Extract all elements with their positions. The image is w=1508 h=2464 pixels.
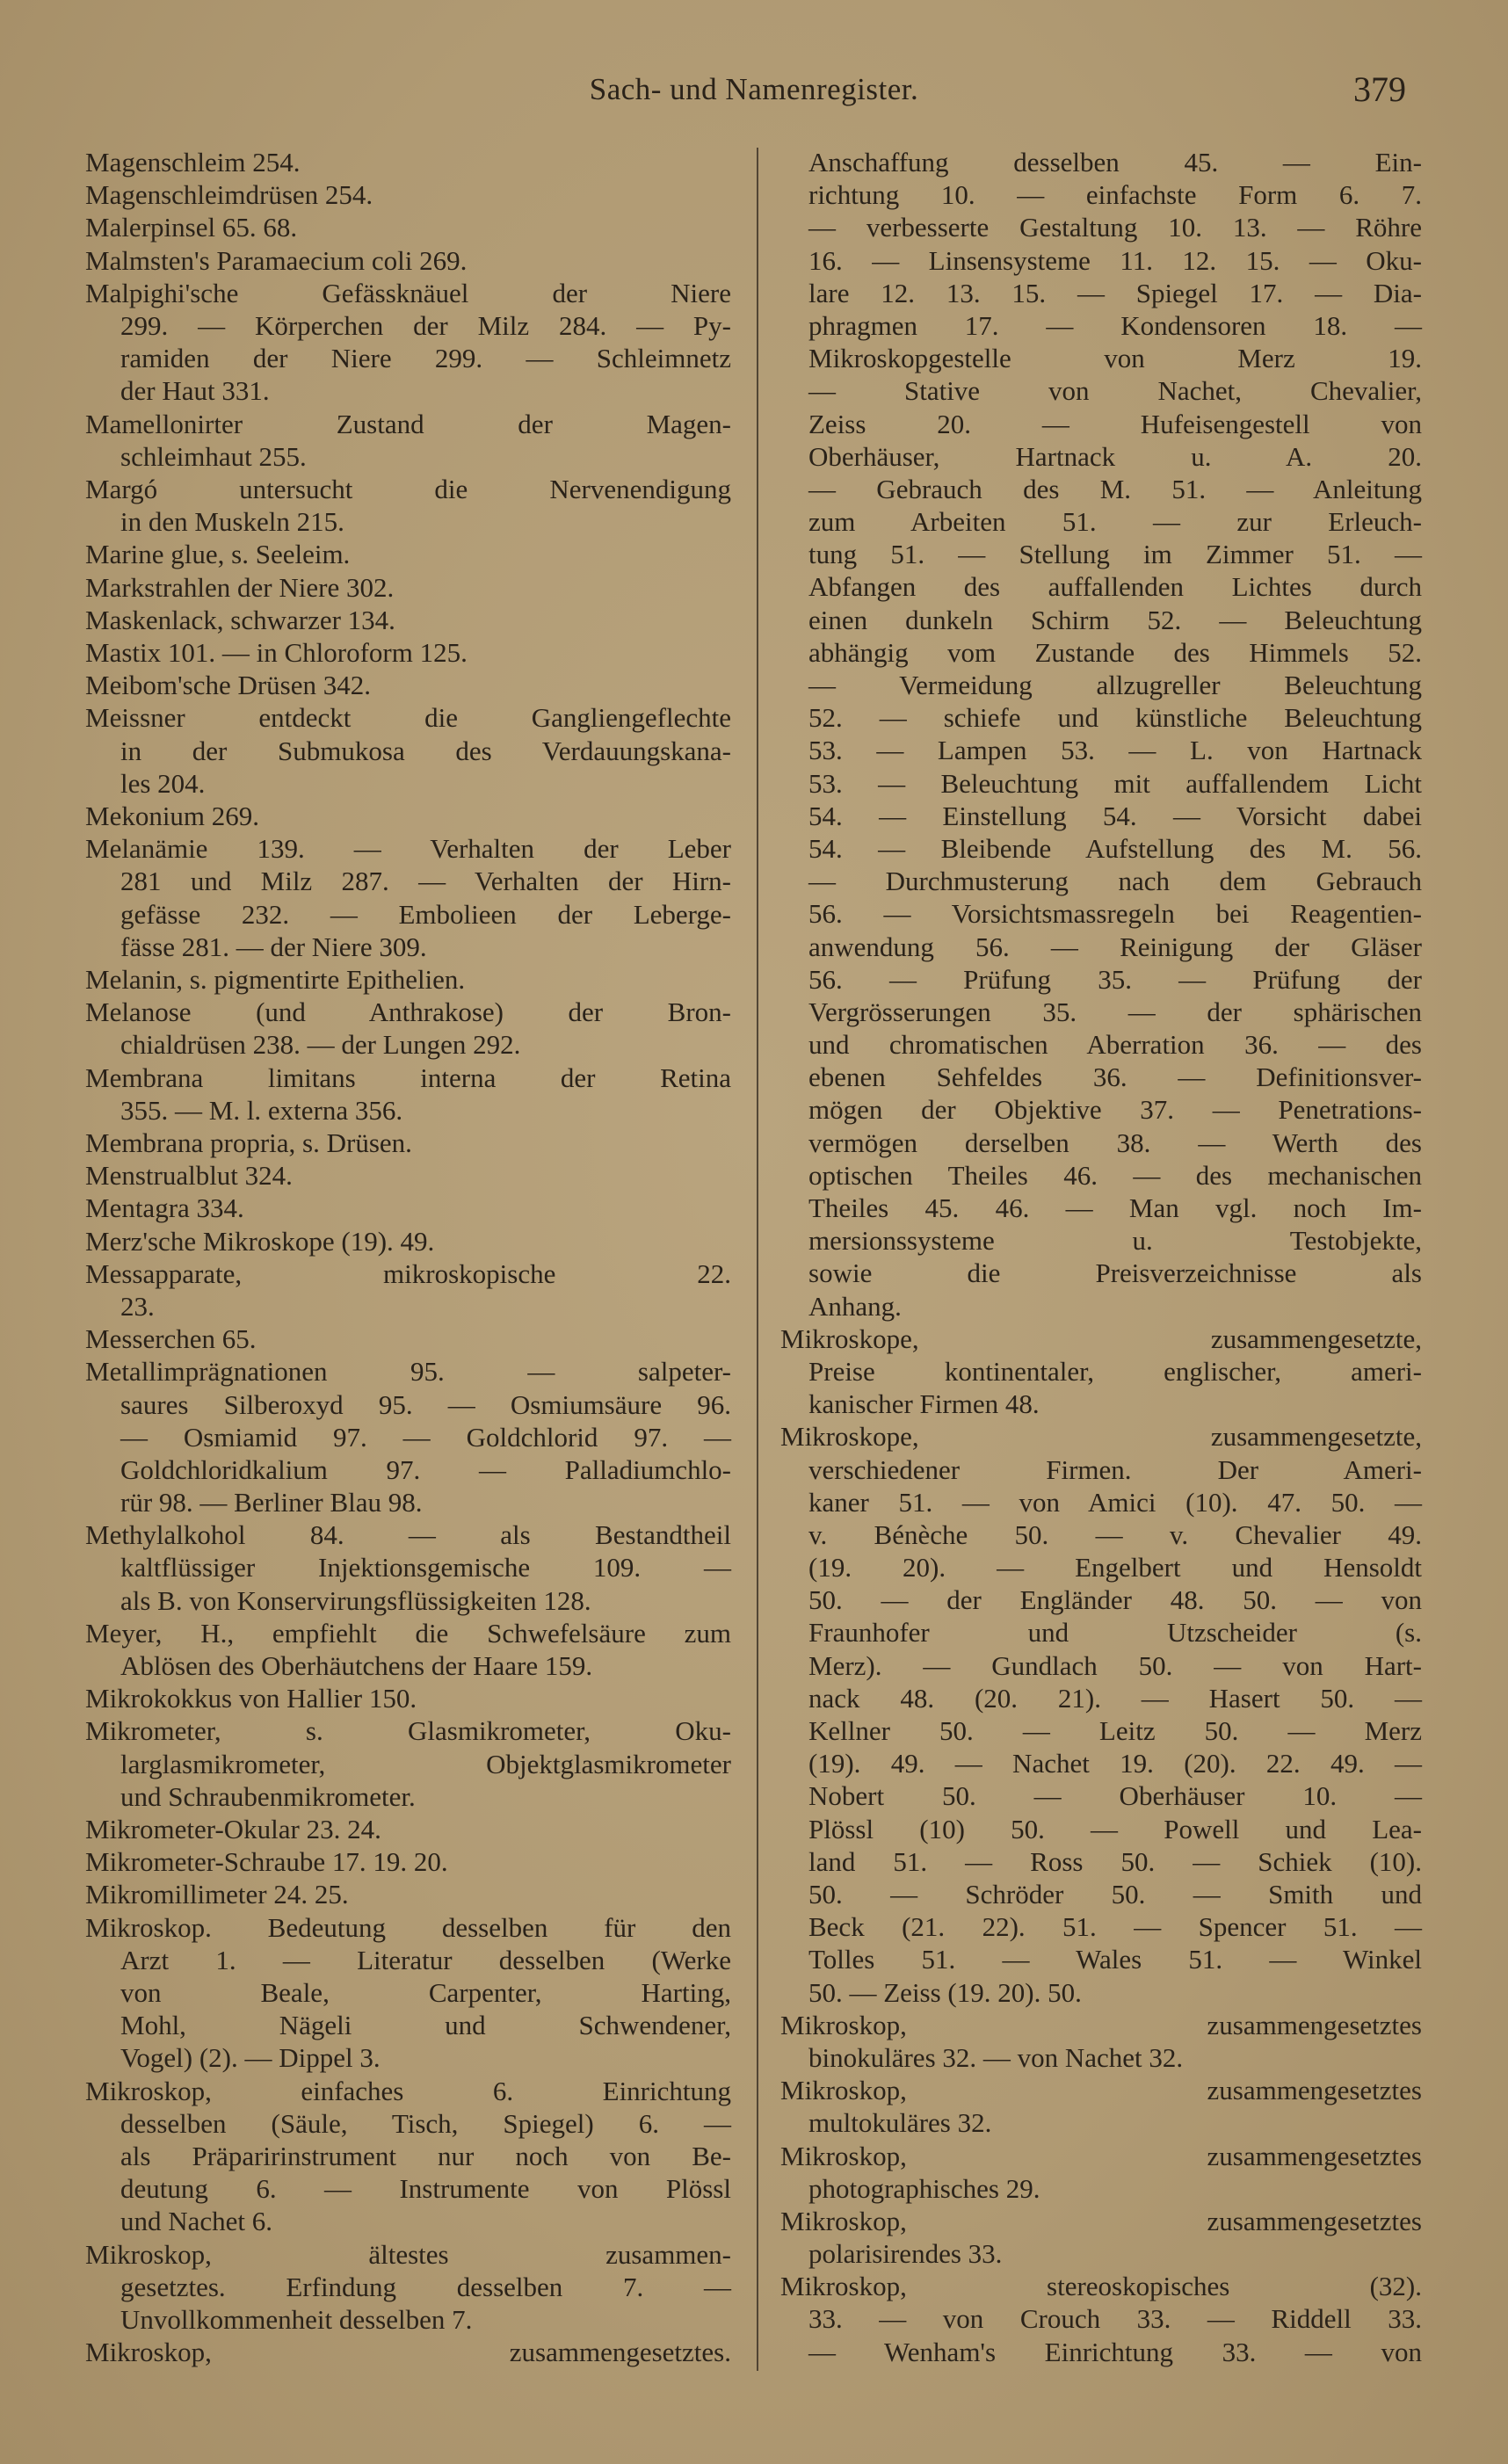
entry-continuation-line: — verbesserte Gestaltung 10. 13. — Röhre <box>808 212 1422 243</box>
index-entry <box>780 2270 1422 2368</box>
index-column-left <box>85 146 731 2368</box>
entry-headline: Metallimprägnationen 95. — salpeter- <box>85 1356 731 1388</box>
index-entry <box>85 211 731 243</box>
entry-continuation-line: chialdrüsen 238. — der Lungen 292. <box>120 1029 521 1061</box>
entry-headline: Melanämie 139. — Verhalten der Leber <box>85 833 731 865</box>
entry-continuation-line: Theiles 45. 46. — Man vgl. noch Im- <box>808 1192 1422 1223</box>
entry-continuation-line: Anhang. <box>808 1290 902 1322</box>
entry-continuation-line: 56. — Vorsichtsmassregeln bei Reagentien- <box>808 898 1422 930</box>
index-entry <box>85 996 731 1061</box>
entry-continuation-line: 23. <box>120 1290 155 1322</box>
entry-continuation-line: — Osmiamid 97. — Goldchlorid 97. — <box>120 1421 731 1453</box>
entry-continuation-line: Oberhäuser, Hartnack u. A. 20. <box>808 440 1422 472</box>
entry-continuation-line: Kellner 50. — Leitz 50. — Merz <box>808 1715 1422 1747</box>
entry-continuation-line: land 51. — Ross 50. — Schiek (10). <box>808 1845 1422 1877</box>
entry-headline: Mikroskop. Bedeutung desselben für den <box>85 1911 731 1943</box>
entry-continuation-line: 16. — Linsensysteme 11. 12. 15. — Oku- <box>808 244 1422 276</box>
index-entry <box>85 1518 731 1617</box>
entry-continuation-line: nack 48. (20. 21). — Hasert 50. — <box>808 1682 1422 1714</box>
entry-headline: Mikrometer-Schraube 17. 19. 20. <box>85 1846 448 1878</box>
entry-headline: Mikroskop, einfaches 6. Einrichtung <box>85 2075 731 2106</box>
index-entry <box>85 1159 731 1192</box>
entry-headline: Malmsten's Paramaecium coli 269. <box>85 244 468 276</box>
entry-continuation-line: Mohl, Nägeli und Schwendener, <box>120 2010 731 2041</box>
entry-continuation-line: desselben (Säule, Tisch, Spiegel) 6. — <box>120 2107 731 2139</box>
index-entry <box>85 408 731 473</box>
entry-continuation-line: Nobert 50. — Oberhäuser 10. — <box>808 1780 1422 1812</box>
entry-continuation-line: einen dunkeln Schirm 52. — Beleuchtung <box>808 604 1422 635</box>
entry-continuation-line: als Präparirinstrument nur noch von Be- <box>120 2140 731 2171</box>
entry-headline: Mamellonirter Zustand der Magen- <box>85 408 731 439</box>
entry-continuation-line: phragmen 17. — Kondensoren 18. — <box>808 309 1422 341</box>
entry-headline: Menstrualblut 324. <box>85 1160 293 1192</box>
entry-continuation-line: Unvollkommenheit desselben 7. <box>120 2303 473 2335</box>
entry-headline: Mikroskop, zusammengesetztes <box>780 2205 1422 2236</box>
entry-continuation-line: Ablösen des Oberhäutchens der Haare 159. <box>120 1650 593 1682</box>
entry-continuation-line: Zeiss 20. — Hufeisengestell von <box>808 408 1422 439</box>
entry-continuation-line: 33. — von Crouch 33. — Riddell 33. <box>808 2303 1422 2335</box>
entry-headline: Meissner entdeckt die Gangliengeflechte <box>85 702 731 734</box>
index-entry <box>85 1617 731 1682</box>
index-entry <box>85 1911 731 2075</box>
entry-headline: Marine glue, s. Seeleim. <box>85 539 351 570</box>
index-entry <box>85 1845 731 1878</box>
entry-continuation-line: fässe 281. — der Niere 309. <box>120 931 427 962</box>
index-entry <box>85 604 731 636</box>
entry-continuation-line: larglasmikrometer, Objektglasmikrometer <box>120 1748 731 1779</box>
index-entry <box>85 1127 731 1159</box>
entry-continuation-line: und Schraubenmikrometer. <box>120 1780 416 1812</box>
index-entry <box>85 701 731 800</box>
entry-headline: Mastix 101. — in Chloroform 125. <box>85 636 468 668</box>
entry-headline: Membrana limitans interna der Retina <box>85 1062 731 1093</box>
entry-continuation-line: 355. — M. l. externa 356. <box>120 1094 403 1126</box>
index-entry <box>780 1323 1422 1421</box>
index-entry <box>85 1714 731 1813</box>
index-entry <box>780 2205 1422 2270</box>
entry-continuation-line: Vogel) (2). — Dippel 3. <box>120 2042 381 2074</box>
entry-continuation-line: in den Muskeln 215. <box>120 506 344 538</box>
entry-continuation-line: — Stative von Nachet, Chevalier, <box>808 375 1422 407</box>
entry-continuation-line: (19. 20). — Engelbert und Hensoldt <box>808 1552 1422 1583</box>
entry-headline: Messerchen 65. <box>85 1323 257 1355</box>
entry-continuation-line: kanischer Firmen 48. <box>808 1388 1040 1420</box>
entry-continuation-line: 50. — Zeiss (19. 20). 50. <box>808 1976 1082 2008</box>
entry-continuation-line: Mikroskopgestelle von Merz 19. <box>808 343 1422 374</box>
entry-continuation-line: saures Silberoxyd 95. — Osmiumsäure 96. <box>120 1388 731 1420</box>
entry-continuation-line: 299. — Körperchen der Milz 284. — Py- <box>120 310 731 341</box>
entry-headline: Mikrokokkus von Hallier 150. <box>85 1683 417 1714</box>
entry-headline: Mikroskope, zusammengesetzte, <box>780 1323 1422 1354</box>
entry-continuation-line: 50. — der Engländer 48. 50. — von <box>808 1584 1422 1616</box>
entry-continuation-line: Tolles 51. — Wales 51. — Winkel <box>808 1944 1422 1975</box>
entry-headline: Margó untersucht die Nervenendigung <box>85 473 731 504</box>
entry-headline: Melanose (und Anthrakose) der Bron- <box>85 996 731 1028</box>
entry-continuation-line: Preise kontinentaler, englischer, ameri- <box>808 1355 1422 1387</box>
entry-continuation-line: 56. — Prüfung 35. — Prüfung der <box>808 963 1422 995</box>
index-entry <box>85 244 731 277</box>
entry-headline: Meibom'sche Drüsen 342. <box>85 670 372 701</box>
entry-headline: Membrana propria, s. Drüsen. <box>85 1127 412 1158</box>
entry-continuation-line: gesetztes. Erfindung desselben 7. — <box>120 2271 731 2302</box>
entry-continuation-line: 52. — schiefe und künstliche Beleuchtung <box>808 702 1422 734</box>
entry-continuation-line: Arzt 1. — Literatur desselben (Werke <box>120 1944 731 1975</box>
index-entry <box>85 1878 731 1910</box>
entry-continuation-line: kaner 51. — von Amici (10). 47. 50. — <box>808 1486 1422 1518</box>
index-entry <box>85 1062 731 1127</box>
entry-continuation-line: lare 12. 13. 15. — Spiegel 17. — Dia- <box>808 277 1422 308</box>
entry-headline: Mikroskop, zusammengesetztes <box>780 2009 1422 2040</box>
index-entry <box>85 2238 731 2337</box>
entry-continuation-line: vermögen derselben 38. — Werth des <box>808 1127 1422 1158</box>
entry-continuation-line: Goldchloridkalium 97. — Palladiumchlo- <box>120 1453 731 1485</box>
entry-continuation-line: 53. — Lampen 53. — L. von Hartnack <box>808 735 1422 766</box>
index-entry <box>85 800 731 832</box>
index-entry <box>85 473 731 538</box>
index-entry <box>85 963 731 996</box>
index-entry <box>780 2140 1422 2205</box>
entry-continuation-line: Plössl (10) 50. — Powell und Lea- <box>808 1813 1422 1844</box>
entry-headline: Mekonium 269. <box>85 800 260 831</box>
entry-continuation-line: 54. — Bleibende Aufstellung des M. 56. <box>808 832 1422 864</box>
index-entry <box>85 1225 731 1257</box>
entry-continuation-line: abhängig vom Zustande des Himmels 52. <box>808 636 1422 668</box>
index-entry <box>85 669 731 701</box>
entry-continuation-line: gefässe 232. — Embolieen der Leberge- <box>120 898 731 930</box>
index-entry <box>85 1813 731 1845</box>
entry-continuation-line: und Nachet 6. <box>120 2206 273 2237</box>
index-entry <box>85 571 731 604</box>
index-entry <box>780 2074 1422 2139</box>
entry-headline: Messapparate, mikroskopische 22. <box>85 1257 731 1289</box>
index-entry <box>85 538 731 570</box>
entry-continuation-line: und chromatischen Aberration 36. — des <box>808 1029 1422 1061</box>
entry-continuation-line: polarisirendes 33. <box>808 2238 1003 2270</box>
entry-continuation-line: zum Arbeiten 51. — zur Erleuch- <box>808 506 1422 538</box>
index-entry <box>780 146 1422 1323</box>
entry-continuation-line: optischen Theiles 46. — des mechanischen <box>808 1159 1422 1191</box>
entry-headline: Merz'sche Mikroskope (19). 49. <box>85 1225 435 1257</box>
entry-continuation-line: tung 51. — Stellung im Zimmer 51. — <box>808 539 1422 570</box>
index-entry <box>85 1257 731 1323</box>
index-entry <box>85 146 731 178</box>
entry-continuation-line: 281 und Milz 287. — Verhalten der Hirn- <box>120 866 731 897</box>
entry-continuation-line: Vergrösserungen 35. — der sphärischen <box>808 996 1422 1027</box>
entry-continuation-line: Anschaffung desselben 45. — Ein- <box>808 147 1422 178</box>
entry-continuation-line: photographisches 29. <box>808 2172 1040 2204</box>
entry-continuation-line: schleimhaut 255. <box>120 440 307 472</box>
entry-headline: Markstrahlen der Niere 302. <box>85 571 395 603</box>
index-entry <box>85 1323 731 1355</box>
entry-headline: Mikroskop, zusammengesetztes <box>780 2075 1422 2106</box>
index-entry <box>85 178 731 211</box>
entry-continuation-line: verschiedener Firmen. Der Ameri- <box>808 1453 1422 1485</box>
entry-headline: Magenschleim 254. <box>85 147 301 178</box>
entry-continuation-line: ebenen Sehfeldes 36. — Definitionsver- <box>808 1062 1422 1093</box>
entry-continuation-line: in der Submukosa des Verdauungskana- <box>120 735 731 766</box>
page-number: 379 <box>1353 69 1406 109</box>
entry-continuation-line: 54. — Einstellung 54. — Vorsicht dabei <box>808 800 1422 831</box>
index-entry <box>85 277 731 408</box>
entry-continuation-line: ramiden der Niere 299. — Schleimnetz <box>120 343 731 374</box>
entry-continuation-line: sowie die Preisverzeichnisse als <box>808 1257 1422 1289</box>
entry-headline: Maskenlack, schwarzer 134. <box>85 604 395 635</box>
index-entry <box>85 1355 731 1518</box>
entry-headline: Mikroskop, ältestes zusammen- <box>85 2238 731 2270</box>
entry-headline: Mikroskope, zusammengesetzte, <box>780 1421 1422 1453</box>
entry-headline: Malpighi'sche Gefässknäuel der Niere <box>85 277 731 308</box>
entry-continuation-line: — Gebrauch des M. 51. — Anleitung <box>808 473 1422 504</box>
entry-continuation-line: der Haut 331. <box>120 375 270 407</box>
index-entry <box>85 636 731 669</box>
entry-continuation-line: von Beale, Carpenter, Harting, <box>120 1977 731 2008</box>
entry-continuation-line: Merz). — Gundlach 50. — von Hart- <box>808 1649 1422 1681</box>
entry-continuation-line: binokuläres 32. — von Nachet 32. <box>808 2041 1184 2073</box>
entry-headline: Meyer, H., empfiehlt die Schwefelsäure zum <box>85 1617 731 1649</box>
entry-headline: Mikrometer, s. Glasmikrometer, Oku- <box>85 1715 731 1747</box>
entry-continuation-line: deutung 6. — Instrumente von Plössl <box>120 2173 731 2205</box>
entry-continuation-line: Beck (21. 22). 51. — Spencer 51. — <box>808 1911 1422 1943</box>
index-entry <box>85 2075 731 2238</box>
index-entry <box>85 1192 731 1224</box>
entry-continuation-line: mersionssysteme u. Testobjekte, <box>808 1225 1422 1257</box>
entry-continuation-line: — Vermeidung allzugreller Beleuchtung <box>808 670 1422 700</box>
entry-continuation-line: multokuläres 32. <box>808 2107 992 2139</box>
entry-continuation-line: als B. von Konservirungsflüssigkeiten 128. <box>120 1584 591 1616</box>
entry-continuation-line: anwendung 56. — Reinigung der Gläser <box>808 931 1422 962</box>
entry-headline: Mikromillimeter 24. 25. <box>85 1879 349 1910</box>
entry-headline: Mikroskop, zusammengesetztes <box>780 2140 1422 2171</box>
entry-continuation-line: 53. — Beleuchtung mit auffallendem Licht <box>808 767 1422 799</box>
index-column-right <box>780 146 1422 2368</box>
entry-headline: Malerpinsel 65. 68. <box>85 212 298 243</box>
entry-continuation-line: mögen der Objektive 37. — Penetrations- <box>808 1094 1422 1126</box>
index-entry <box>85 2336 731 2368</box>
entry-continuation-line: les 204. <box>120 767 206 799</box>
entry-headline: Mikroskop, zusammengesetztes. <box>85 2337 731 2368</box>
entry-headline: Mikroskop, stereoskopisches (32). <box>780 2271 1422 2302</box>
running-head: Sach- und Namenregister. <box>589 72 919 106</box>
entry-headline: Magenschleimdrüsen 254. <box>85 179 373 211</box>
index-entry <box>780 2009 1422 2074</box>
entry-continuation-line: (19). 49. — Nachet 19. (20). 22. 49. — <box>808 1748 1422 1779</box>
entry-continuation-line: v. Bénèche 50. — v. Chevalier 49. <box>808 1518 1422 1550</box>
entry-continuation-line: — Durchmusterung nach dem Gebrauch <box>808 866 1422 897</box>
entry-headline: Melanin, s. pigmentirte Epithelien. <box>85 963 466 995</box>
entry-continuation-line: Abfangen des auffallenden Lichtes durch <box>808 571 1422 603</box>
entry-continuation-line: 50. — Schröder 50. — Smith und <box>808 1878 1422 1910</box>
entry-headline: Mentagra 334. <box>85 1192 244 1224</box>
index-entry <box>85 832 731 963</box>
entry-continuation-line: — Wenham's Einrichtung 33. — von <box>808 2336 1422 2367</box>
entry-continuation-line: rür 98. — Berliner Blau 98. <box>120 1487 423 1518</box>
index-entry <box>85 1682 731 1714</box>
entry-continuation-line: richtung 10. — einfachste Form 6. 7. <box>808 179 1422 211</box>
entry-headline: Mikrometer-Okular 23. 24. <box>85 1814 381 1845</box>
column-divider <box>757 148 758 2371</box>
entry-continuation-line: Fraunhofer und Utzscheider (s. <box>808 1617 1422 1649</box>
index-entry <box>780 1420 1422 2008</box>
entry-headline: Methylalkohol 84. — als Bestandtheil <box>85 1519 731 1551</box>
entry-continuation-line: kaltflüssiger Injektionsgemische 109. — <box>120 1552 731 1583</box>
